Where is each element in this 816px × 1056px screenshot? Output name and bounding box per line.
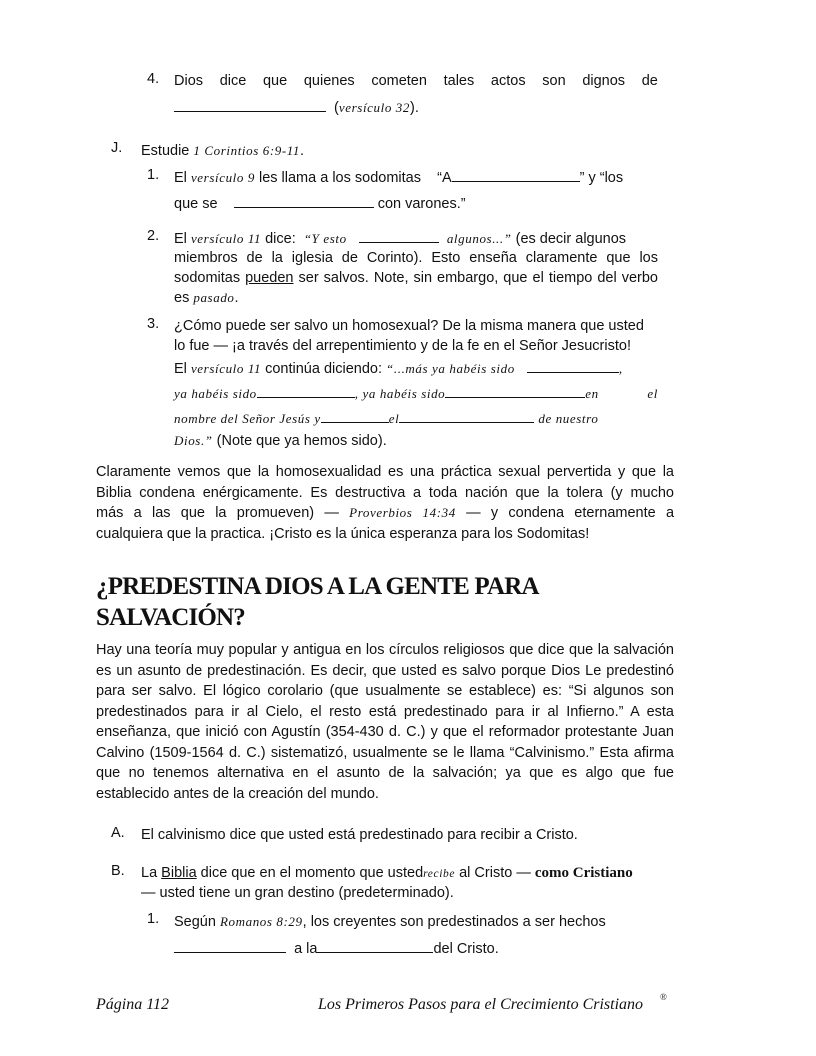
paragraph-line: Calvino (1509-1564 d. C.) sistematizó, usualmente se le llama “Calvinismo.” Esta afirma xyxy=(96,744,674,761)
j3-line-1: ¿Cómo puede ser salvo un homosexual? De la misma manera que usted xyxy=(174,318,644,334)
quote-word: en xyxy=(585,386,599,401)
list-number: 2. xyxy=(147,228,160,244)
emphasis: recibe xyxy=(423,868,456,880)
quote: “Y esto xyxy=(303,231,347,246)
b1-line-1 xyxy=(174,911,606,933)
section-letter: A. xyxy=(111,825,125,841)
text: La xyxy=(141,865,158,881)
verse-ref: versículo 32 xyxy=(338,100,410,115)
text: a la xyxy=(294,941,318,957)
item-b-line-2: — usted tiene un gran destino (predeterminado). xyxy=(141,885,454,901)
fill-in-blank[interactable] xyxy=(321,408,389,423)
text: (es decir algunos xyxy=(515,231,627,247)
paragraph-line: enseñanza, que inició con Agustín (354-430 d. C.) y que el reformador protestante Juan xyxy=(96,724,674,740)
word: dignos xyxy=(582,73,626,89)
paragraph-line: Biblia condena enérgicamente. Es destructiva a toda nación que la tolera (y mucho xyxy=(96,484,674,501)
scripture-ref: 1 Corintios 6:9-11 xyxy=(193,143,301,158)
paragraph-line: predestinados para ir al Cielo, el resto está predestinado para ir al Infierno.” A esta xyxy=(96,703,674,720)
section-heading: ¿PREDESTINA DIOS A LA GENTE PARA SALVACIÓN? xyxy=(96,573,538,631)
text: al Cristo — xyxy=(459,865,531,881)
text: , los creyentes son predestinados a ser hechos xyxy=(302,914,606,930)
j2-line-4 xyxy=(174,287,239,309)
j3-line-4 xyxy=(174,383,658,404)
text: ser salvos. Note, sin embargo, que el tiempo del verbo xyxy=(298,270,658,286)
list-number: 1. xyxy=(147,167,160,183)
text: — y condena eternamente a xyxy=(466,505,675,521)
paragraph-line xyxy=(96,503,674,524)
paragraph-line: es un asunto de predestinación. Es decir, que usted es salvo porque Dios Le predestinó xyxy=(96,662,674,679)
text: con varones.” xyxy=(377,196,466,212)
scripture-ref: Romanos 8:29 xyxy=(219,914,303,929)
fill-in-blank[interactable] xyxy=(257,383,355,398)
j2-line-2: miembros de la iglesia de Corinto). Esto enseña claramente que los xyxy=(174,250,658,266)
quote xyxy=(585,383,658,404)
j3-line-3 xyxy=(174,358,623,380)
word: actos xyxy=(490,73,526,89)
fill-in-blank[interactable] xyxy=(527,358,619,373)
j1-line-1 xyxy=(174,167,623,189)
section-letter: B. xyxy=(111,863,125,879)
verse-ref: versículo 11 xyxy=(190,361,262,376)
quote: ya habéis sido xyxy=(174,386,257,401)
punctuation: ). xyxy=(410,100,419,116)
quote: algunos...” xyxy=(446,231,512,246)
quote: nombre del Señor Jesús y xyxy=(174,411,321,426)
fill-in-blank[interactable] xyxy=(174,97,326,112)
list-number: 3. xyxy=(147,316,160,332)
verse-ref: versículo 11 xyxy=(190,231,262,246)
quote: Dios.” xyxy=(174,433,213,448)
punctuation: . xyxy=(234,290,239,306)
j3-line-5 xyxy=(174,408,658,429)
underlined-word: pueden xyxy=(245,270,294,286)
item-4-line-1 xyxy=(174,71,658,92)
text: del Cristo. xyxy=(433,941,499,957)
text: Según xyxy=(174,914,216,930)
text: “A xyxy=(437,170,452,186)
item-a-text: El calvinismo dice que usted está predestinado para recibir a Cristo. xyxy=(141,827,578,843)
item-4-line-2: (versículo 32). xyxy=(174,97,419,119)
quote: , ya habéis sido xyxy=(354,386,446,401)
item-b-line-1 xyxy=(141,863,633,885)
word: Dios xyxy=(174,73,204,89)
fill-in-blank[interactable] xyxy=(174,938,286,953)
quote: el xyxy=(388,411,400,426)
list-number: 1. xyxy=(147,911,160,927)
text: ” y “los xyxy=(579,170,624,186)
page-number: Página 112 xyxy=(96,996,170,1013)
scripture-ref: Proverbios 14:34 xyxy=(349,505,456,520)
word: tales xyxy=(443,73,475,89)
j3-line-2: lo fue — ¡a través del arrepentimiento y de la fe en el Señor Jesucristo! xyxy=(174,338,631,354)
j1-line-2 xyxy=(174,193,466,215)
word: que xyxy=(262,73,288,89)
paragraph-line: para ser salvo. El lógico corolario (que usualmente se establece) es: “Si algunos son xyxy=(96,683,674,699)
word: son xyxy=(542,73,566,89)
paragraph-calvinism xyxy=(96,640,674,804)
section-letter: J. xyxy=(111,140,123,156)
punctuation: , xyxy=(618,361,623,376)
text: sodomitas xyxy=(174,270,241,286)
fill-in-blank[interactable] xyxy=(317,938,433,953)
j2-line-3 xyxy=(174,268,658,289)
word: cometen xyxy=(371,73,427,89)
bold-text: como Cristiano xyxy=(534,865,633,881)
fill-in-blank[interactable] xyxy=(452,167,580,182)
paragraph-line: cualquiera que la practica. ¡Cristo es la única esperanza para los Sodomitas! xyxy=(96,525,590,542)
text: dice que en el momento que usted xyxy=(200,865,424,881)
text: es xyxy=(174,290,190,306)
text: más a las que la promueven) — xyxy=(96,505,339,521)
punctuation: . xyxy=(300,143,305,159)
text: El xyxy=(174,231,187,247)
fill-in-blank[interactable] xyxy=(399,408,534,423)
book-title: Los Primeros Pasos para el Crecimiento Cristiano xyxy=(318,996,644,1013)
paragraph-conclusion xyxy=(96,462,674,544)
label: Estudie xyxy=(141,143,190,159)
quote-word: el xyxy=(647,386,658,401)
underlined-word: Biblia xyxy=(161,865,197,881)
emphasis: pasado xyxy=(193,290,235,305)
fill-in-blank[interactable] xyxy=(445,383,585,398)
text: dice: xyxy=(265,231,296,247)
quote: “...más ya habéis sido xyxy=(386,361,515,376)
text: El xyxy=(174,170,187,186)
list-number: 4. xyxy=(147,71,160,87)
section-j-heading xyxy=(141,140,304,162)
registered-mark: ® xyxy=(660,992,667,1002)
word: de xyxy=(641,73,658,89)
b1-line-2 xyxy=(174,938,499,960)
paragraph-line: establecido antes de la creación del mundo. xyxy=(96,785,379,802)
verse-ref: versículo 9 xyxy=(190,170,255,185)
word: dice xyxy=(219,73,247,89)
j2-line-1 xyxy=(174,228,658,250)
fill-in-blank[interactable] xyxy=(234,193,374,208)
text: les llama a los sodomitas xyxy=(258,170,421,186)
text: continúa diciendo: xyxy=(265,361,383,377)
j3-line-6 xyxy=(174,430,387,452)
paragraph-line: que no tenemos alternativa en el asunto de la salvación; ya que es algo que fue xyxy=(96,765,674,781)
paragraph-line: Claramente vemos que la homosexualidad es una práctica sexual pervertida y que la xyxy=(96,464,674,480)
paragraph-line: Hay una teoría muy popular y antigua en los círculos religiosos que dice que la salvación xyxy=(96,642,674,658)
text: que se xyxy=(174,196,218,212)
text: El xyxy=(174,361,187,377)
quote: de nuestro xyxy=(538,411,599,426)
fill-in-blank[interactable] xyxy=(359,228,439,243)
word: quienes xyxy=(303,73,355,89)
text: (Note que ya hemos sido). xyxy=(216,433,387,449)
